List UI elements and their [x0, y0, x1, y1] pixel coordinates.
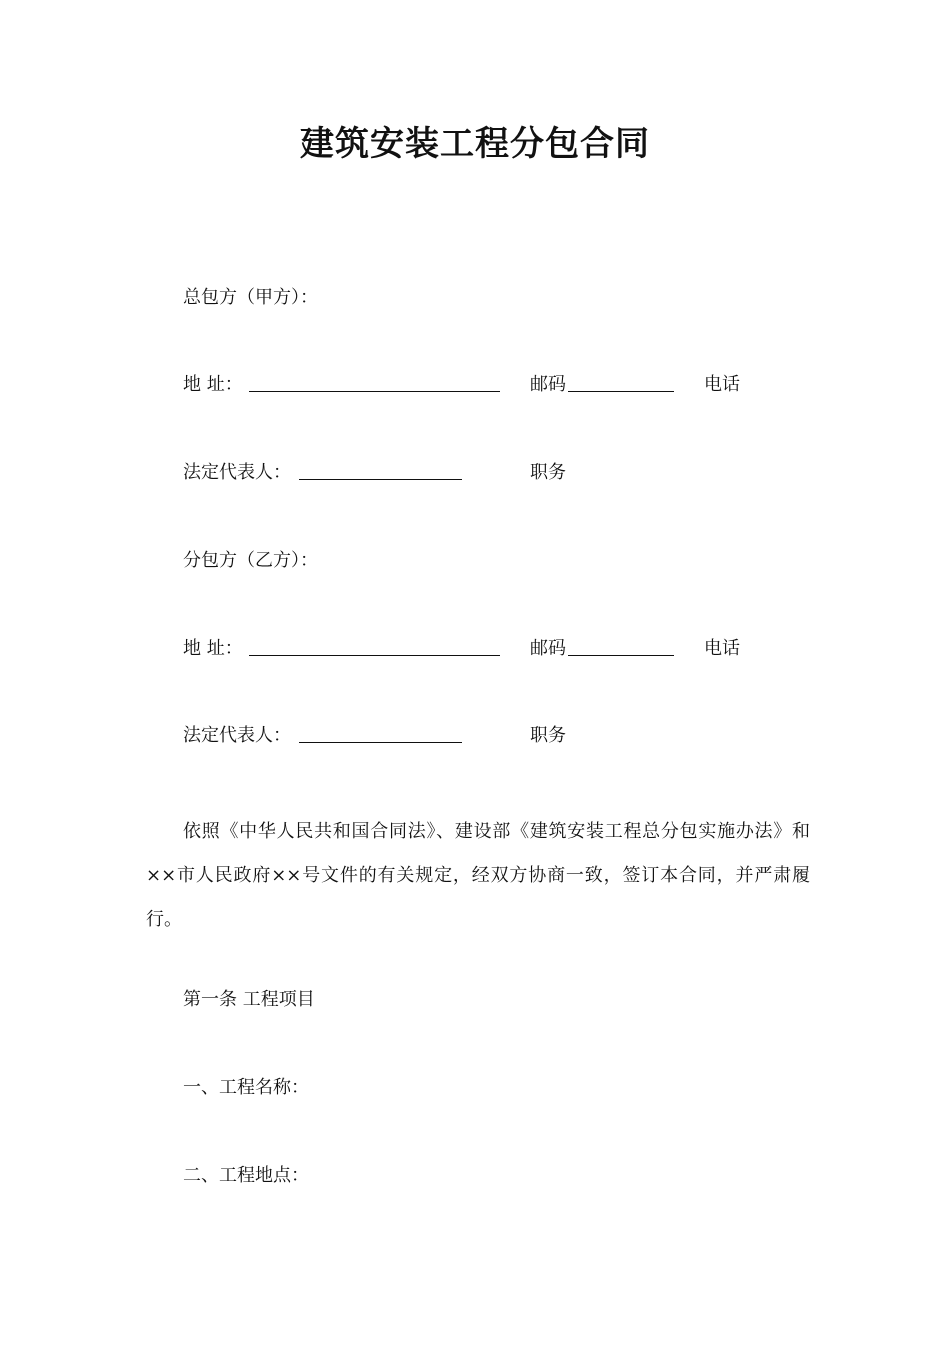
party-b-address-label: 地 址：	[183, 638, 243, 659]
party-b-postcode-label: 邮码	[530, 638, 566, 659]
party-a-postcode-blank	[568, 373, 674, 392]
party-b-postcode-blank	[568, 637, 674, 656]
party-b-position-label: 职务	[530, 725, 566, 746]
party-b-legal-rep-label: 法定代表人：	[183, 725, 291, 746]
party-a-legal-rep-label: 法定代表人：	[183, 462, 291, 483]
document-title: 建筑安装工程分包合同	[300, 124, 650, 164]
party-b-legal-rep-blank	[299, 724, 462, 743]
party-b-address-blank	[249, 637, 500, 656]
article-1-item-1: 一、工程名称：	[183, 1077, 309, 1098]
article-1-item-2: 二、工程地点：	[183, 1165, 309, 1186]
party-a-address-label: 地 址：	[183, 374, 243, 395]
party-a-heading: 总包方（甲方）：	[183, 287, 318, 308]
party-a-position-label: 职务	[530, 462, 566, 483]
party-a-address-blank	[249, 373, 500, 392]
party-b-phone-label: 电话	[704, 638, 740, 659]
party-a-legal-rep-blank	[299, 461, 462, 480]
article-1-heading: 第一条 工程项目	[183, 989, 315, 1010]
party-a-phone-label: 电话	[704, 374, 740, 395]
preamble-paragraph: 依照《中华人民共和国合同法》、建设部《建筑安装工程总分包实施办法》和××市人民政府××号文件的有关规定，经双方协商一致，签订本合同，并严肃履行。	[146, 821, 810, 930]
party-a-postcode-label: 邮码	[530, 374, 566, 395]
party-b-heading: 分包方（乙方）：	[183, 550, 318, 571]
